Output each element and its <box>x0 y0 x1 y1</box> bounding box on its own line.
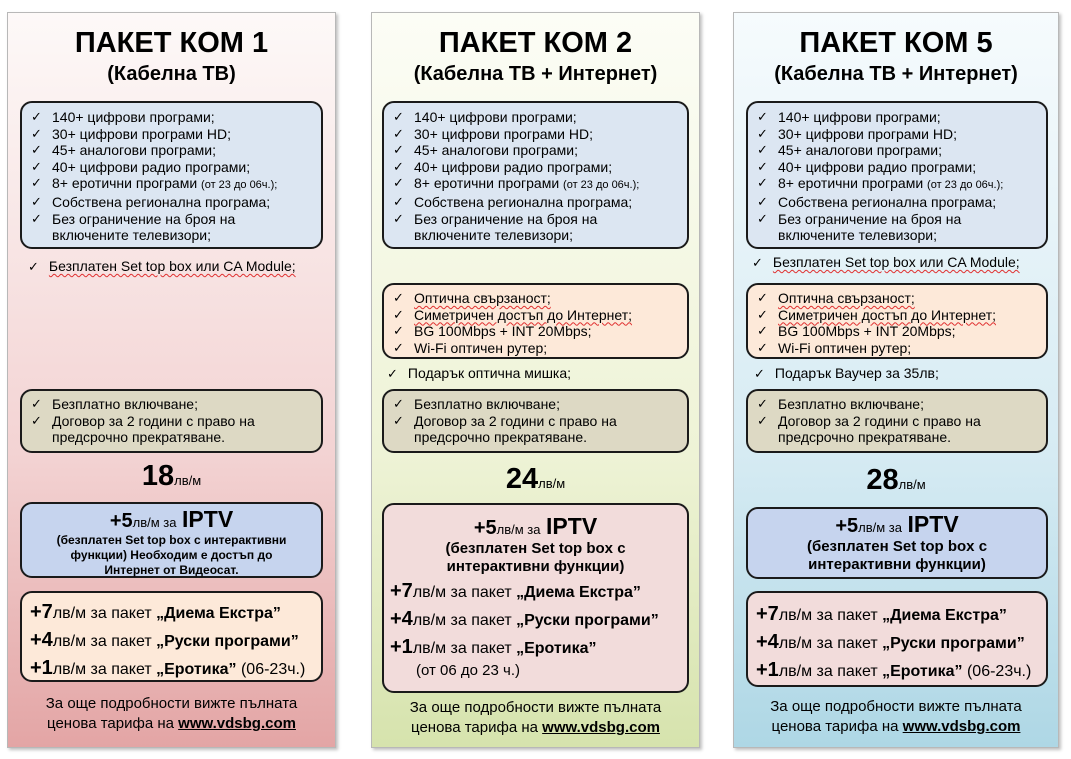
check-icon: ✓ <box>31 109 42 124</box>
feature-item: ✓ Без ограничение на броя на включените телевизори; <box>757 210 962 244</box>
check-icon: ✓ <box>752 255 763 270</box>
check-icon: ✓ <box>757 193 768 209</box>
addons-box <box>20 591 323 682</box>
check-icon: ✓ <box>393 396 404 411</box>
tv-features-box <box>746 101 1048 249</box>
check-icon: ✓ <box>393 210 404 226</box>
addon-item: +1лв/м за пакет „Еротика” (06-23ч.) <box>756 659 1032 681</box>
check-icon: ✓ <box>393 323 404 339</box>
feature-item: ✓ 30+ цифрови програми HD; <box>757 125 957 142</box>
footer-note: За още подробности вижте пълната ценова тарифа на www.vdsbg.com <box>45 695 298 732</box>
check-icon: ✓ <box>757 412 768 428</box>
extra-feature: ✓ Безплатен Set top box или CA Module; <box>28 258 296 274</box>
condition-item: ✓ Договор за 2 години с право на предсрочно прекратяване. <box>393 412 617 446</box>
feature-item: ✓ Собствена регионална програма; <box>31 193 271 210</box>
internet-item: ✓ Симетричен достъп до Интернет; <box>393 306 633 323</box>
check-icon: ✓ <box>28 259 39 274</box>
check-icon: ✓ <box>393 142 404 158</box>
internet-item: ✓ Оптична свързаност; <box>757 290 915 306</box>
feature-item: ✓ Собствена регионална програма; <box>757 193 997 210</box>
check-icon: ✓ <box>757 125 768 141</box>
conditions-box <box>382 389 689 453</box>
internet-features-box <box>382 283 689 359</box>
iptv-addons-box <box>382 503 689 693</box>
internet-item: ✓ Wi-Fi оптичен рутер; <box>757 339 912 356</box>
feature-item: ✓ 8+ еротични програми (от 23 до 06ч.); <box>31 175 278 192</box>
package-card-kom5 <box>733 12 1059 748</box>
check-icon: ✓ <box>31 210 42 226</box>
check-icon: ✓ <box>757 109 768 124</box>
addons-box <box>746 591 1048 687</box>
tv-features-box <box>382 101 689 249</box>
feature-item: ✓ 45+ аналогови програми; <box>757 142 942 159</box>
iptv-price: +5лв/м за IPTV <box>473 513 598 539</box>
iptv-description: (безплатен Set top box с интерактивни функции) <box>806 538 988 573</box>
package-title: ПАКЕТ КОМ 2 <box>438 27 633 59</box>
check-icon: ✓ <box>757 142 768 158</box>
condition-item: ✓ Безплатно включване; <box>31 396 198 412</box>
condition-item: ✓ Договор за 2 години с право на предсрочно прекратяване. <box>757 412 981 446</box>
check-icon: ✓ <box>31 125 42 141</box>
check-icon: ✓ <box>393 109 404 124</box>
iptv-price: +5лв/м за IPTV <box>109 506 234 532</box>
check-icon: ✓ <box>393 412 404 428</box>
check-icon: ✓ <box>393 158 404 174</box>
condition-item: ✓ Безплатно включване; <box>393 396 560 412</box>
addon-item: +4лв/м за пакет „Руски програми” <box>390 608 659 630</box>
iptv-box <box>746 507 1048 579</box>
conditions-box <box>746 389 1048 453</box>
check-icon: ✓ <box>757 290 768 305</box>
feature-item: ✓ Без ограничение на броя на включените телевизори; <box>393 210 598 244</box>
feature-item: ✓ 45+ аналогови програми; <box>31 142 216 159</box>
internet-item: ✓ BG 100Mbps + INT 20Mbps; <box>757 323 956 340</box>
check-icon: ✓ <box>393 306 404 322</box>
internet-item: ✓ Симетричен достъп до Интернет; <box>757 306 997 323</box>
feature-item: ✓ Собствена регионална програма; <box>393 193 633 210</box>
check-icon: ✓ <box>387 366 398 381</box>
check-icon: ✓ <box>757 175 768 191</box>
feature-item: ✓ 45+ аналогови програми; <box>393 142 578 159</box>
internet-features-box <box>746 283 1048 359</box>
check-icon: ✓ <box>393 125 404 141</box>
package-subtitle: (Кабелна ТВ + Интернет) <box>413 63 658 85</box>
feature-item: ✓ 40+ цифрови радио програми; <box>757 158 977 175</box>
check-icon: ✓ <box>393 339 404 355</box>
check-icon: ✓ <box>754 366 765 381</box>
addon-item: +1лв/м за пакет „Еротика” (06-23ч.) <box>30 657 306 679</box>
extra-feature: ✓ Безплатен Set top box или CA Module; <box>752 254 1020 270</box>
feature-item: ✓ 40+ цифрови радио програми; <box>31 158 251 175</box>
check-icon: ✓ <box>393 290 404 305</box>
website-link[interactable]: www.vdsbg.com <box>542 719 660 736</box>
addon-item: +4лв/м за пакет „Руски програми” <box>756 631 1025 653</box>
feature-item: ✓ 8+ еротични програми (от 23 до 06ч.); <box>757 175 1004 192</box>
check-icon: ✓ <box>757 306 768 322</box>
package-title: ПАКЕТ КОМ 5 <box>799 27 993 59</box>
addon-item: +4лв/м за пакет „Руски програми” <box>30 629 299 651</box>
iptv-description: (безплатен Set top box с интерактивни функции) <box>445 540 626 575</box>
addon-note: (от 06 до 23 ч.) <box>416 662 520 679</box>
feature-item: ✓ 8+ еротични програми (от 23 до 06ч.); <box>393 175 640 192</box>
check-icon: ✓ <box>31 158 42 174</box>
check-icon: ✓ <box>31 142 42 158</box>
monthly-price: 28лв/м <box>866 464 926 496</box>
check-icon: ✓ <box>757 158 768 174</box>
package-card-kom2 <box>371 12 700 748</box>
check-icon: ✓ <box>393 175 404 191</box>
feature-item: ✓ Без ограничение на броя на включените телевизори; <box>31 210 236 244</box>
package-title: ПАКЕТ КОМ 1 <box>74 27 269 59</box>
internet-item: ✓ Wi-Fi оптичен рутер; <box>393 339 548 356</box>
condition-item: ✓ Договор за 2 години с право на предсрочно прекратяване. <box>31 412 255 446</box>
check-icon: ✓ <box>31 193 42 209</box>
package-subtitle: (Кабелна ТВ) <box>107 63 236 85</box>
check-icon: ✓ <box>757 339 768 355</box>
internet-item: ✓ Оптична свързаност; <box>393 290 551 306</box>
check-icon: ✓ <box>757 210 768 226</box>
package-subtitle: (Кабелна ТВ + Интернет) <box>774 63 1018 85</box>
feature-item: ✓ 30+ цифрови програми HD; <box>393 125 593 142</box>
package-card-kom1 <box>7 12 336 748</box>
feature-item: ✓ 140+ цифрови програми; <box>393 109 577 125</box>
check-icon: ✓ <box>757 396 768 411</box>
iptv-box <box>20 502 323 578</box>
addon-item: +1лв/м за пакет „Еротика” <box>390 636 597 658</box>
check-icon: ✓ <box>393 193 404 209</box>
iptv-price: +5лв/м за IPTV <box>835 511 959 537</box>
feature-item: ✓ 40+ цифрови радио програми; <box>393 158 613 175</box>
check-icon: ✓ <box>31 396 42 411</box>
feature-item: ✓ 140+ цифрови програми; <box>757 109 941 125</box>
iptv-description: (безплатен Set top box с интерактивни функции) Необходим е достъп до Интернет от Видеосат. <box>56 533 287 577</box>
footer-note: За още подробности вижте пълната ценова тарифа на www.vdsbg.com <box>409 699 662 736</box>
website-link[interactable]: www.vdsbg.com <box>178 715 296 732</box>
gift-feature: ✓ Подарък Ваучер за 35лв; <box>754 365 939 381</box>
gift-feature: ✓ Подарък оптична мишка; <box>387 365 572 381</box>
addon-item: +7лв/м за пакет „Диема Екстра” <box>756 603 1007 625</box>
check-icon: ✓ <box>757 323 768 339</box>
feature-item: ✓ 140+ цифрови програми; <box>31 109 215 125</box>
internet-item: ✓ BG 100Mbps + INT 20Mbps; <box>393 323 592 340</box>
feature-item: ✓ 30+ цифрови програми HD; <box>31 125 231 142</box>
condition-item: ✓ Безплатно включване; <box>757 396 924 412</box>
tv-features-box <box>20 101 323 249</box>
addon-item: +7лв/м за пакет „Диема Екстра” <box>30 601 281 623</box>
monthly-price: 24лв/м <box>505 463 566 495</box>
monthly-price: 18лв/м <box>141 460 202 492</box>
addon-item: +7лв/м за пакет „Диема Екстра” <box>390 580 641 602</box>
conditions-box <box>20 389 323 453</box>
footer-note: За още подробности вижте пълната ценова тарифа на www.vdsbg.com <box>770 698 1022 735</box>
check-icon: ✓ <box>31 175 42 191</box>
check-icon: ✓ <box>31 412 42 428</box>
website-link[interactable]: www.vdsbg.com <box>902 718 1021 735</box>
